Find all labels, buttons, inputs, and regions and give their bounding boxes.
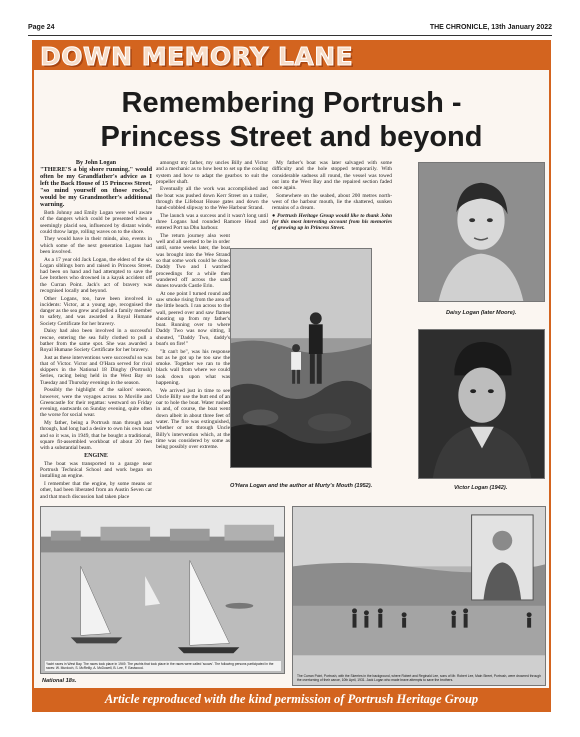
heritage-note: ● Portrush Heritage Group would like to thank John for this most interesting account from his memories of growing up in Princess Street. <box>272 212 392 232</box>
paragraph: Possibly the highlight of the sailors' season, however, were the voyages across to Moville and Greencastle for their regattas: westward on Friday evening, eastwards on Sunday evening, quite often the worse for social wear. <box>40 387 152 419</box>
paragraph: Somewhere on the seabed, about 200 metres north-west of the harbour mouth, lie the shattered, sunken remains of a dream. <box>272 192 392 212</box>
caption-daisy: Daisy Logan (later Moore). <box>446 310 517 316</box>
paragraph: I remember that the engine, by some means or other, had been liberated from an Austin Seven car and that much discussion had taken place <box>40 480 152 500</box>
paragraph: My father, being a Portrush man through and through, had long had a desire to own his own boat and so it was, in 1949, that he bought a traditional, square fit-assembled workboat of about 20 feet with a substantial beam. <box>40 419 152 452</box>
paragraph: "It can't be", was his response but as he got up he too saw the smoke. Together we ran to the black wall from where we could look down upon what was happening. <box>156 348 230 387</box>
paragraph: Just as these interventions were successful so was that of Victor. Victor and O'Hara served for rival skippers in the National 18 Dinghy (Portrush) Series, racing being held in the West Bay on Tuesday and Thursday evenings in the season. <box>40 354 152 386</box>
paragraph: The boat was transported to a garage near Portrush Technical School and work began on installing an engine. <box>40 460 152 480</box>
page-number: Page 24 <box>28 23 55 31</box>
paragraph: At one point I turned round and saw smoke rising from the area of the little beach. I ran across to the wall, peered over and saw flames shooting up from my father's boat. Running over to where Daddy Two was now sitting, I shouted, "Daddy Two, daddy's boat's on fire!" <box>156 290 230 348</box>
rocks-photo-image <box>231 249 371 467</box>
caption-victor: Victor Logan (1942). <box>454 485 508 491</box>
boats-photo-image <box>41 507 284 673</box>
photo-daisy <box>418 162 545 302</box>
article-frame <box>32 40 551 712</box>
photo-oharra-rocks <box>230 248 372 468</box>
strand-photo-image <box>293 507 545 685</box>
section-banner <box>34 42 549 70</box>
footer-text: Article reproduced with the kind permission of Portrush Heritage Group <box>104 691 479 706</box>
paragraph: My father's boat was later salvaged with some difficulty and the hole stopped temporarily. With considerable sadness all round, the vessel was towed out into the West Bay and the repaired section faded once again. <box>272 160 392 192</box>
publication-date: THE CHRONICLE, 13th January 2022 <box>429 23 552 31</box>
article-column-3 <box>272 160 392 233</box>
caption-national: National 18s. <box>42 678 77 684</box>
heritage-note-text: Portrush Heritage Group would like to thank John for this most interesting account from his memories of growing up in Princess Street. <box>272 212 392 232</box>
banner-title: DOWN MEMORY LANE <box>40 41 354 71</box>
page-header <box>28 21 552 33</box>
headline-line-2: Princess Street and beyond <box>100 121 483 153</box>
boats-small-caption: Yacht races in West Bay. The races took place in 1949. The yachts that took place in the races were called 'scows'. The following persons participated in the races: W. Murdoch, S. McReilly, A. McDowell, B. Lee, F. Eastwood. <box>45 661 281 671</box>
paragraph: They would have in their minds, also, events in which some of the next generation Logans had been involved. <box>40 236 152 256</box>
paragraph: As a 17 year old Jack Logan, the eldest of the six Logan siblings born and raised in Princess Street, had been on hand and had attempted to save the Lee brothers who drowned in a kayak accident off the Curran Point. Jack's act of bravery was recognised locally and beyond. <box>40 256 152 295</box>
daisy-portrait-image <box>419 163 544 301</box>
photo-victor <box>418 329 545 479</box>
paragraph: amongst my father, my uncles Billy and Victor and a mechanic as to how best to set up the cooling system and how to adapt the gearbox to suit the propeller shaft. <box>156 160 268 185</box>
article-headline <box>34 86 549 154</box>
engine-subheading: ENGINE <box>84 453 108 460</box>
photo-curran-point <box>292 506 546 686</box>
paragraph: The launch was a success and it wasn't long until three Logans had rounded Ramore Head and entered Port na Dhu harbour. <box>156 212 268 232</box>
paragraph: Eventually all the work was accomplished and the boat was pushed down Kerr Street on a trailer, through the Lifeboat House gates and down the hand-cobbled slipway to the Wee Harbour Strand. <box>156 186 268 212</box>
byline: By John Logan <box>75 159 117 166</box>
paragraph: We arrived just in time to see Uncle Billy use the butt end of an oar to hole the boat. Water rushed in and, of course, the boat went down albeit in about three feet of water. The fire was extinguished, whether or not through Uncle Billy's intervention which, at the time was considered by some as being possibly over extreme. <box>156 387 230 451</box>
strand-small-caption: The Curran Point, Portrush, with the Skerries in the background, where Robert and Reginald Lee, sons of Mr. Robert Lee, Main Street, Portrush, were drowned through the overturning of their canoe, 10th April, 1931. Jack Logan who made brave attempts to save the brothers. <box>297 674 541 682</box>
photo-national-18s <box>40 506 285 674</box>
paragraph: Both Johnny and Emily Logan were well aware of the dangers which could be presented when a seemingly placid sea, influenced by distant winds, could throw large, rolling waves on to the shore. <box>40 210 152 235</box>
footer-banner <box>34 688 549 710</box>
paragraph: The return journey also went well and all seemed to be in order until, some weeks later, the boat was brought into the Wee Strand so that some work could be done. Daddy Two and I watched proceedings for a while then wandered off across the sand dunes towards Castle Erin. <box>156 232 230 290</box>
headline-line-1: Remembering Portrush - <box>121 87 462 119</box>
caption-oharra: O'Hara Logan and the author at Murty's Mouth (1952). <box>230 483 373 489</box>
article-column-1 <box>40 160 152 501</box>
paragraph: Daisy had also been involved in a successful rescue, entering the sea fully clothed to pull a bather from the same spot. She was awarded a Royal Humane Society Certificate for her bravery. <box>40 328 152 354</box>
header-rule <box>28 35 552 36</box>
victor-portrait-image <box>419 330 544 478</box>
paragraph: Other Logans, too, have been involved in incidents: Victor, at a young age, recognised the danger as the sea grew and pulled a family member to safety, and was awarded a Royal Humane Society Certificate for her bravery. <box>40 295 152 327</box>
lead-paragraph: "THERE'S a big shore running," would often be my Grandfather's advice as I left the Back House of 15 Princess Street, "so mind yourself on those rocks," would be my Grandmother's additional warning. <box>40 166 152 209</box>
